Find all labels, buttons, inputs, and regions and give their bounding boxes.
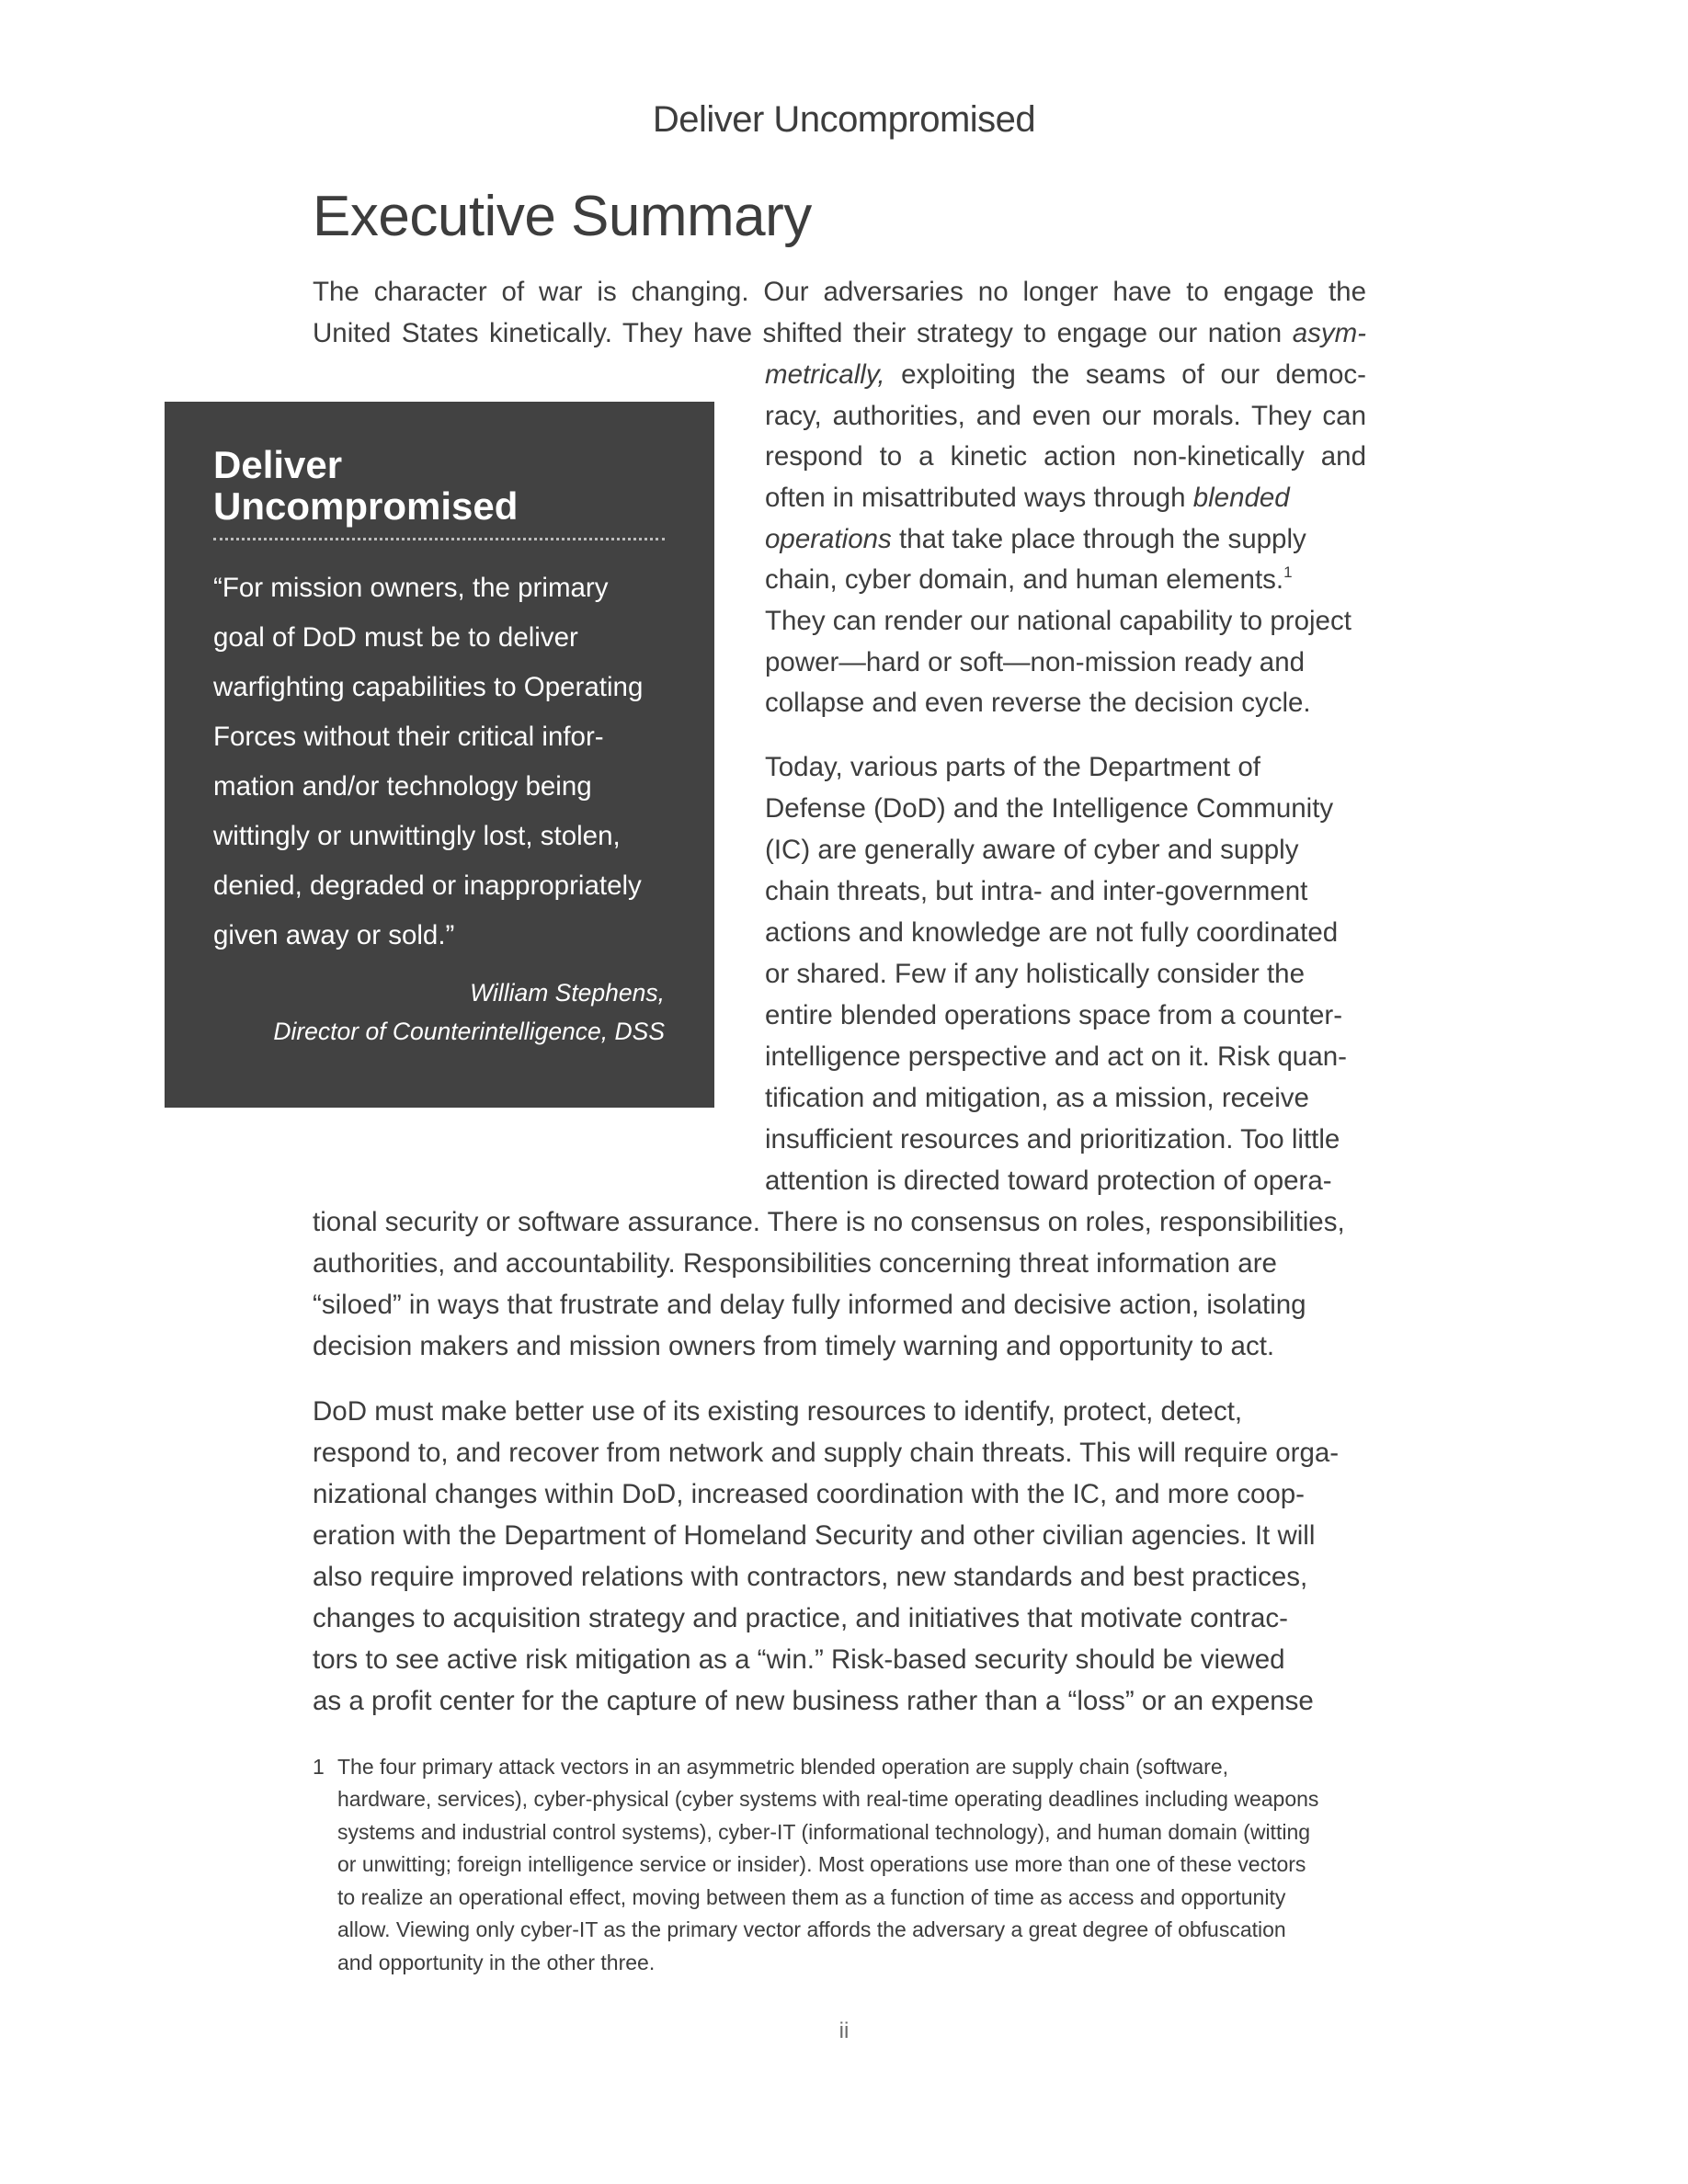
text-line: or shared. Few if any holistically consider the — [765, 959, 1305, 989]
page-number: ii — [838, 2019, 850, 2043]
text-line: respond to, and recover from network and supply chain threats. This will require orga- — [313, 1438, 1340, 1468]
text-line: operations that take place through the supply — [765, 524, 1306, 554]
footnote-line: or unwitting; foreign intelligence service or insider). Most operations use more than one of these vectors — [337, 1852, 1306, 1876]
text-line: collapse and even reverse the decision cycle. — [765, 688, 1311, 718]
text-line: racy, authorities, and even our morals. They can — [765, 401, 1366, 431]
italic-text: operations — [765, 524, 892, 554]
text-line: respond to a kinetic action non-kinetically and — [765, 441, 1366, 472]
attribution-name: William Stephens, — [470, 979, 665, 1007]
quote-line: Forces without their critical infor- — [213, 722, 604, 752]
text-line: tional security or software assurance. There is no consensus on roles, responsibilities, — [313, 1207, 1345, 1237]
text-line: (IC) are generally aware of cyber and supply — [765, 835, 1299, 865]
page-title: Executive Summary — [313, 185, 812, 248]
text-line: entire blended operations space from a counter- — [765, 1000, 1343, 1030]
dotted-divider — [213, 538, 665, 540]
text-line: The character of war is changing. Our adversaries no longer have to engage the — [313, 277, 1366, 307]
attribution-title: Director of Counterintelligence, DSS — [273, 1018, 665, 1045]
text-line: Defense (DoD) and the Intelligence Community — [765, 793, 1334, 824]
text-line: They can render our national capability to project — [765, 606, 1352, 636]
text-line: attention is directed toward protection of opera- — [765, 1166, 1332, 1196]
text-line: DoD must make better use of its existing resources to identify, protect, detect, — [313, 1396, 1243, 1427]
running-header: Deliver Uncompromised — [652, 99, 1036, 140]
italic-text: blended — [1192, 483, 1290, 513]
text-line: United States kinetically. They have shifted their strategy to engage our nation asym- — [313, 318, 1366, 348]
footnote-line: hardware, services), cyber-physical (cyber systems with real-time operating deadlines including weapons — [337, 1787, 1319, 1811]
callout-title: Deliver Uncompromised — [213, 443, 519, 528]
text-line: changes to acquisition strategy and practice, and initiatives that motivate contrac- — [313, 1603, 1288, 1633]
text-line: actions and knowledge are not fully coordinated — [765, 917, 1339, 948]
quote-line: “For mission owners, the primary — [213, 573, 609, 603]
text-line: authorities, and accountability. Responsibilities concerning threat information are — [313, 1248, 1277, 1279]
text-line: eration with the Department of Homeland Security and other civilian agencies. It will — [313, 1520, 1316, 1551]
footnote-reference: 1 — [1283, 563, 1293, 581]
text-line: Today, various parts of the Department of — [765, 752, 1260, 782]
text-line: metrically, exploiting the seams of our democ- — [765, 359, 1366, 390]
quote-line: mation and/or technology being — [213, 771, 592, 802]
text-line: power—hard or soft—non-mission ready and — [765, 647, 1306, 677]
text-line: insufficient resources and prioritization. Too little — [765, 1124, 1340, 1155]
text-line: tors to see active risk mitigation as a “win.” Risk-based security should be viewed — [313, 1644, 1285, 1675]
footnote-line: allow. Viewing only cyber-IT as the primary vector affords the adversary a great degree of obfuscation — [337, 1917, 1286, 1941]
text-line: “siloed” in ways that frustrate and delay fully informed and decisive action, isolating — [313, 1290, 1306, 1320]
quote-line: warfighting capabilities to Operating — [213, 672, 644, 702]
footnote-line: The four primary attack vectors in an asymmetric blended operation are supply chain (software, — [337, 1755, 1228, 1779]
text-line: tification and mitigation, as a mission, receive — [765, 1083, 1309, 1113]
footnote-number: 1 — [313, 1755, 325, 1779]
quote-line: goal of DoD must be to deliver — [213, 622, 578, 653]
quote-line: wittingly or unwittingly lost, stolen, — [213, 821, 621, 851]
footnote-line: systems and industrial control systems), cyber-IT (informational technology), and human domain (witting — [337, 1820, 1311, 1844]
text-line: intelligence perspective and act on it. Risk quan- — [765, 1041, 1347, 1072]
italic-text: metrically, — [765, 359, 885, 390]
quote-line: denied, degraded or inappropriately — [213, 870, 642, 901]
text-line: nizational changes within DoD, increased coordination with the IC, and more coop- — [313, 1479, 1305, 1509]
text-line: as a profit center for the capture of new business rather than a “loss” or an expense — [313, 1686, 1314, 1716]
text-line: often in misattributed ways through blended — [765, 483, 1290, 513]
italic-text: asym- — [1292, 318, 1366, 348]
text-line: chain threats, but intra- and inter-government — [765, 876, 1308, 906]
footnote-line: to realize an operational effect, moving between them as a function of time as access and opportunity — [337, 1885, 1286, 1909]
text-line: chain, cyber domain, and human elements.$^1$ — [765, 563, 1293, 595]
text-line: decision makers and mission owners from timely warning and opportunity to act. — [313, 1331, 1275, 1361]
pull-quote-callout — [165, 402, 714, 1108]
footnote-line: and opportunity in the other three. — [337, 1951, 656, 1974]
text-line: also require improved relations with contractors, new standards and best practices, — [313, 1562, 1308, 1592]
quote-line: given away or sold.” — [213, 920, 455, 950]
